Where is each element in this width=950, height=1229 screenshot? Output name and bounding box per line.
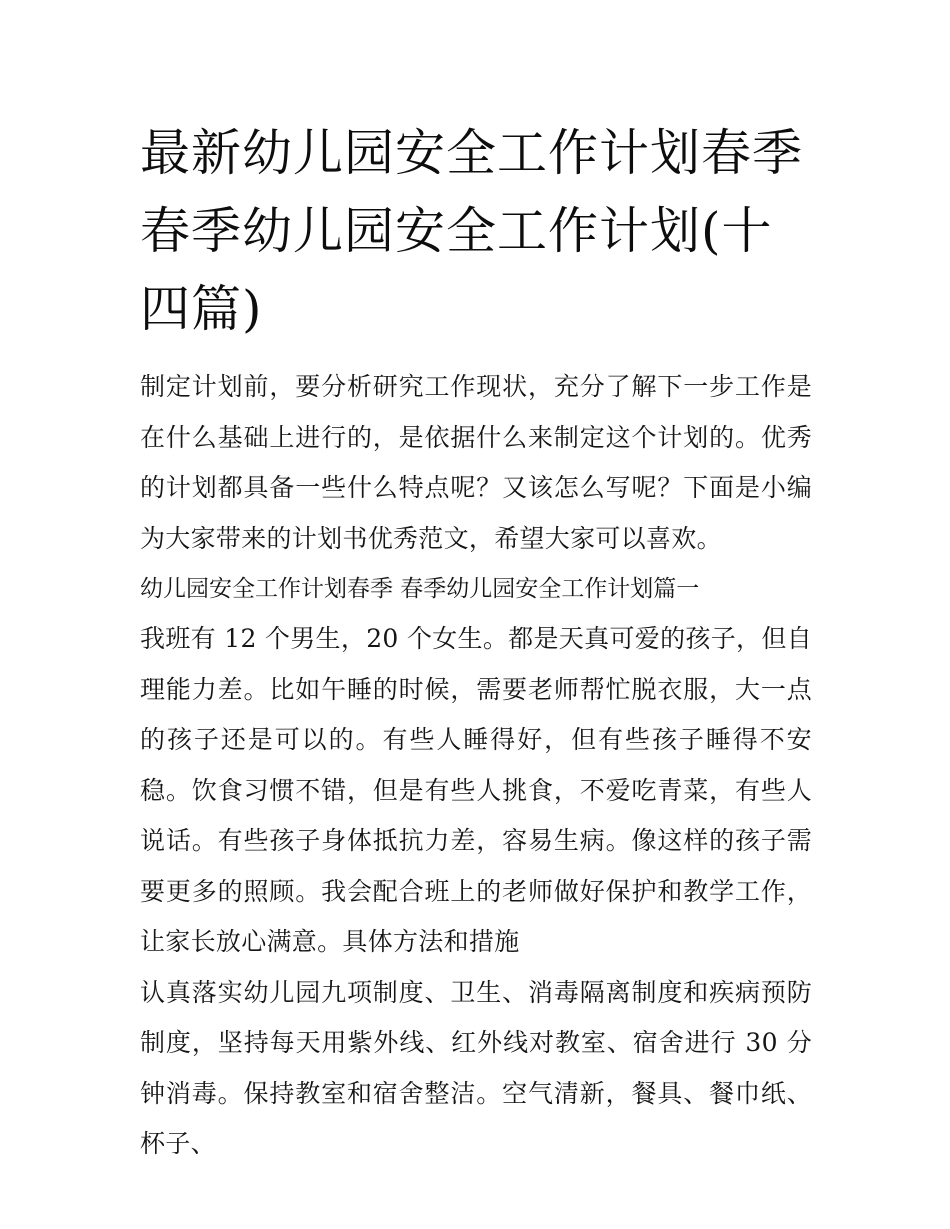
intro-paragraph: 制定计划前，要分析研究工作现状，充分了解下一步工作是在什么基础上进行的，是依据什么来制定这个计划的。优秀的计划都具备一些什么特点呢？又该怎么写呢？下面是小编为大家带来的计划书优秀范文，希望大家可以喜欢。: [140, 372, 812, 553]
document-title: 最新幼儿园安全工作计划春季 春季幼儿园安全工作计划(十四篇): [140, 124, 803, 338]
section-heading: 幼儿园安全工作计划春季 春季幼儿园安全工作计划篇一: [140, 576, 700, 602]
hygiene-paragraph: 认真落实幼儿园九项制度、卫生、消毒隔离制度和疾病预防制度，坚持每天用紫外线、红外线对教室、宿舍进行 30 分钟消毒。保持教室和宿舍整洁。空气清新，餐具、餐巾纸、杯子、: [140, 977, 812, 1158]
document-content: [140, 114, 812, 1170]
document-body: [140, 362, 812, 1170]
class-overview-paragraph: 我班有 12 个男生，20 个女生。都是天真可爱的孩子，但自理能力差。比如午睡的时候，需要老师帮忙脱衣服，大一点的孩子还是可以的。有些人睡得好，但有些孩子睡得不安稳。饮食习惯不错，但是有些人挑食，不爱吃青菜，有些人说话。有些孩子身体抵抗力差，容易生病。像这样的孩子需要更多的照顾。我会配合班上的老师做好保护和教学工作，让家长放心满意。具体方法和措施: [140, 624, 812, 956]
